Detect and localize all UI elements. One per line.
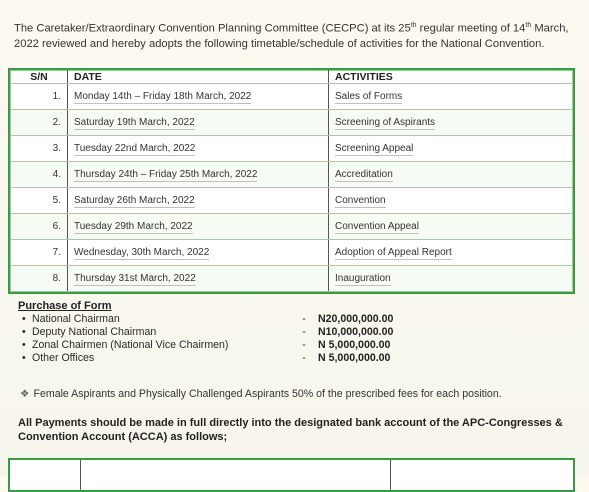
fee-dash: - [302, 339, 306, 351]
fee-note [20, 388, 502, 400]
header-activities: ACTIVITIES [329, 71, 573, 84]
table-row [11, 162, 573, 188]
row-date: Saturday 19th March, 2022 [68, 110, 329, 136]
row-activity: Screening Appeal [329, 136, 573, 162]
fee-office: • Zonal Chairmen (National Vice Chairmen) [18, 339, 290, 352]
row-activity: Inauguration [329, 266, 573, 292]
purchase-title: Purchase of Form [18, 300, 112, 312]
intro-sup-2: th [525, 22, 532, 29]
bank-account-table [8, 458, 575, 492]
table-divider [80, 460, 81, 490]
fee-list [18, 313, 578, 365]
table-divider [390, 460, 391, 490]
row-sn: 6. [11, 214, 68, 240]
fee-office: • National Chairman [18, 313, 290, 326]
row-date: Saturday 26th March, 2022 [68, 188, 329, 214]
row-sn: 5. [11, 188, 68, 214]
row-activity: Convention Appeal [329, 214, 573, 240]
row-sn: 2. [11, 110, 68, 136]
fee-office: • Deputy National Chairman [18, 326, 290, 339]
row-activity: Convention [329, 188, 573, 214]
list-item [18, 313, 578, 326]
fee-amount: N20,000,000.00 [318, 313, 394, 325]
table-row [11, 266, 573, 292]
table-row [11, 110, 573, 136]
fee-dash: - [302, 326, 306, 338]
row-activity: Screening of Aspirants [329, 110, 573, 136]
row-activity: Adoption of Appeal Report [329, 240, 573, 266]
fee-dash: - [302, 313, 306, 325]
payments-instruction: All Payments should be made in full directly into the designated bank account of the APC-Congresses & Convention Account (ACCA) as follows; [18, 417, 563, 443]
list-item [18, 326, 578, 339]
intro-text-2: regular meeting of 14 [416, 22, 526, 35]
row-date: Tuesday 29th March, 2022 [68, 214, 329, 240]
table-row [11, 188, 573, 214]
row-sn: 1. [11, 84, 68, 110]
intro-text-3: March, 2022 reviewed and hereby adopts the following timetable/schedule of activities for the National Convention. [14, 22, 569, 50]
table-row [11, 84, 573, 110]
note-bullet-icon: ❖ [20, 388, 30, 400]
table-row [11, 240, 573, 266]
intro-text-1: The Caretaker/Extraordinary Convention Planning Committee (CECPC) at its 25 [14, 22, 411, 35]
list-item [18, 352, 578, 365]
row-date: Tuesday 22nd March, 2022 [68, 136, 329, 162]
fee-amount: N10,000,000.00 [318, 326, 394, 338]
fee-amount: N 5,000,000.00 [318, 352, 391, 364]
row-date: Wednesday, 30th March, 2022 [68, 240, 329, 266]
fee-amount: N 5,000,000.00 [318, 339, 391, 351]
header-sn: S/N [11, 71, 68, 84]
header-date: DATE [68, 71, 329, 84]
fee-office: • Other Offices [18, 352, 290, 365]
table-row [11, 214, 573, 240]
schedule-header-row [11, 71, 573, 84]
purchase-of-form-section [18, 300, 578, 365]
schedule-table [8, 68, 575, 294]
row-sn: 4. [11, 162, 68, 188]
row-sn: 7. [11, 240, 68, 266]
intro-paragraph [14, 18, 579, 52]
fee-dash: - [302, 352, 306, 364]
row-date: Monday 14th – Friday 18th March, 2022 [68, 84, 329, 110]
row-sn: 3. [11, 136, 68, 162]
intro-sup-1: th [410, 22, 417, 29]
note-text: Female Aspirants and Physically Challenged Aspirants 50% of the prescribed fees for each position. [33, 388, 502, 400]
row-date: Thursday 31st March, 2022 [68, 266, 329, 292]
table-row [11, 136, 573, 162]
row-activity: Accreditation [329, 162, 573, 188]
row-activity: Sales of Forms [329, 84, 573, 110]
row-date: Thursday 24th – Friday 25th March, 2022 [68, 162, 329, 188]
list-item [18, 339, 578, 352]
row-sn: 8. [11, 266, 68, 292]
